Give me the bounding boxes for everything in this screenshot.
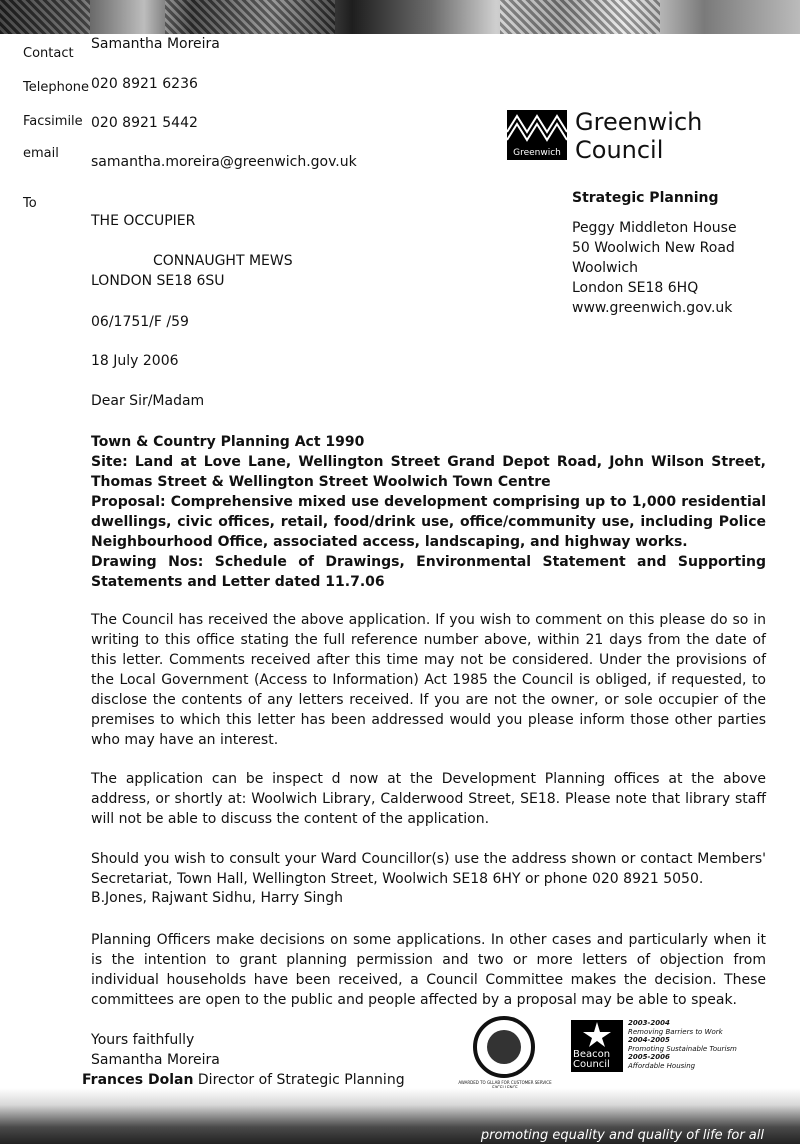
address-line: London SE18 6HQ (572, 280, 699, 296)
logo-line-2: Council (575, 136, 664, 164)
award-desc: Promoting Sustainable Tourism (628, 1044, 737, 1053)
signatory-name: Samantha Moreira (91, 1052, 220, 1068)
header-photo-banner (0, 0, 800, 34)
office-address (572, 218, 737, 318)
telephone-value: 020 8921 6236 (91, 76, 198, 92)
logo-line-1: Greenwich (575, 108, 703, 136)
greenwich-council-logo (507, 110, 707, 166)
award-desc: Removing Barriers to Work (628, 1027, 723, 1036)
contact-name: Samantha Moreira (91, 36, 220, 52)
director-name: Frances Dolan (82, 1072, 194, 1088)
beacon-star-icon (571, 1020, 623, 1048)
website-link[interactable]: www.greenwich.gov.uk (572, 300, 733, 316)
signature-line (82, 1072, 405, 1088)
award-year: 2005-2006 (628, 1053, 670, 1061)
address-line: 50 Woolwich New Road (572, 240, 735, 256)
body-paragraph-1: The Council has received the above application. If you wish to comment on this please do so in writing to this office stating the full reference number above, within 21 days from the date of this letter. Comments received after this time may not be considered. Under the provisions of the Local Government (Access to Information) Act 1985 the Council is obliged, if requested, to disclose the contents of any letters received. If you are not the owner, or sole occupier of the premises to which this letter has been addressed would you please inform those other parties who may have an interest. (91, 612, 766, 748)
application-heading (91, 432, 766, 592)
body-paragraph-4: Planning Officers make decisions on some applications. In other cases and particularly when it is the intention to grant planning permission and two or more letters of objection from individual households have been received, a Council Committee makes the decision. These committees are open to the public and people affected by a proposal may be able to speak. (91, 932, 766, 1008)
banner-photo-3 (500, 0, 660, 34)
proposal-description: Proposal: Comprehensive mixed use development comprising up to 1,000 residential dwellings, civic offices, retail, food/drink use, office/community use, including Police Neighbourhood Office, associated access, landscaping, and highway works. (91, 494, 766, 550)
charter-seal-icon (487, 1030, 521, 1064)
ward-councillors: B.Jones, Rajwant Sidhu, Harry Singh (91, 890, 343, 906)
charter-caption: AWARDED TO GLLAB FOR CUSTOMER SERVICE (458, 1080, 552, 1085)
award-year: 2004-2005 (628, 1036, 670, 1044)
letter-date: 18 July 2006 (91, 353, 179, 369)
award-desc: Affordable Housing (628, 1061, 696, 1070)
email-value: samantha.moreira@greenwich.gov.uk (91, 154, 357, 170)
email-label: email (23, 146, 59, 161)
beacon-awards-list (628, 1019, 737, 1070)
beacon-council-logo (571, 1020, 623, 1072)
beacon-label: Beacon Council (573, 1049, 611, 1070)
address-line: Woolwich (572, 260, 638, 276)
facsimile-label: Facsimile (23, 114, 83, 129)
contact-label: Contact (23, 46, 74, 61)
banner-photo-2 (165, 0, 335, 34)
body-paragraph-3: Should you wish to consult your Ward Councillor(s) use the address shown or contact Members' Secretariat, Town Hall, Wellington Street, Woolwich SE18 6HY or phone 020 8921 5050. (91, 851, 766, 887)
sign-off: Yours faithfully (91, 1032, 195, 1048)
telephone-label: Telephone (23, 80, 90, 95)
recipient-city: LONDON SE18 6SU (91, 273, 225, 289)
charter-mark-seal (473, 1016, 535, 1078)
recipient-name: THE OCCUPIER (91, 213, 196, 229)
department-name: Strategic Planning (572, 190, 719, 206)
reference-number: 06/1751/F /59 (91, 314, 189, 330)
director-role: Director of Strategic Planning (197, 1072, 405, 1088)
salutation: Dear Sir/Madam (91, 393, 205, 409)
act-title: Town & Country Planning Act 1990 (91, 434, 365, 450)
banner-photo-1 (0, 0, 90, 34)
greenwich-logo-mark (507, 110, 567, 160)
logo-wordmark (575, 108, 702, 164)
footer-tagline: promoting equality and quality of life for all (480, 1128, 764, 1143)
recipient-street: CONNAUGHT MEWS (153, 253, 293, 269)
to-label: To (23, 196, 37, 211)
waves-icon (507, 110, 567, 146)
body-paragraph-2: The application can be inspect d now at the Development Planning offices at the above address, or shortly at: Woolwich Library, Calderwood Street, SE18. Please note that library staff will not be able to discuss the content of the application. (91, 771, 766, 827)
drawing-numbers: Drawing Nos: Schedule of Drawings, Environmental Statement and Supporting Statements and Letter dated 11.7.06 (91, 554, 766, 590)
logo-mark-label: Greenwich (507, 146, 567, 160)
closing-block (91, 1030, 220, 1070)
address-line: Peggy Middleton House (572, 220, 737, 236)
facsimile-value: 020 8921 5442 (91, 115, 198, 131)
award-year: 2003-2004 (628, 1019, 670, 1027)
site-description: Site: Land at Love Lane, Wellington Street Grand Depot Road, John Wilson Street, Thomas Street & Wellington Street Woolwich Town Centre (91, 454, 766, 490)
